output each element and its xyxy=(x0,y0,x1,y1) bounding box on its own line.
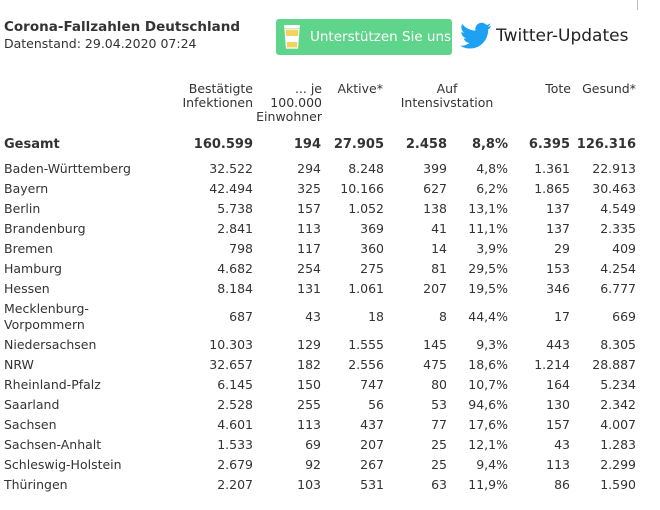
cell-intensiv-pct: 44,4% xyxy=(468,309,508,324)
cell-intensiv: 80 xyxy=(431,377,447,392)
row-name xyxy=(4,261,62,276)
cell-infektionen: 8.184 xyxy=(217,281,253,296)
cell-intensiv-pct: 18,6% xyxy=(468,357,508,372)
cell-tote: 1.214 xyxy=(534,357,570,372)
col-header-intensiv-line1: Auf xyxy=(436,81,458,96)
cell-intensiv-pct: 3,9% xyxy=(476,241,508,256)
cell-aktive: 27.905 xyxy=(333,137,384,152)
cell-intensiv: 77 xyxy=(431,417,447,432)
col-header-intensiv-line2: Intensivstation xyxy=(400,95,494,110)
cell-intensiv: 138 xyxy=(423,201,447,216)
cell-intensiv: 2.458 xyxy=(405,137,447,152)
cell-gesund: 22.913 xyxy=(592,161,636,176)
cell-je: 194 xyxy=(293,137,321,152)
cell-intensiv: 53 xyxy=(431,397,447,412)
row-name xyxy=(4,357,34,372)
cell-gesund: 6.777 xyxy=(600,281,636,296)
cell-intensiv: 81 xyxy=(431,261,447,276)
cell-tote: 113 xyxy=(546,457,570,472)
row-name-line1: Sachsen xyxy=(4,417,57,432)
col-header-je-line3: Einwohner xyxy=(256,109,322,124)
cell-aktive: 56 xyxy=(368,397,384,412)
support-button[interactable] xyxy=(276,19,452,55)
twitter-updates-label: Twitter-Updates xyxy=(496,26,629,46)
cell-gesund: 1.283 xyxy=(600,437,636,452)
cell-gesund: 4.549 xyxy=(600,201,636,216)
cell-je: 113 xyxy=(297,417,321,432)
cell-intensiv: 399 xyxy=(423,161,447,176)
cell-infektionen: 4.682 xyxy=(217,261,253,276)
cell-intensiv: 25 xyxy=(431,457,447,472)
cell-infektionen: 1.533 xyxy=(217,437,253,452)
cell-infektionen: 6.145 xyxy=(217,377,253,392)
cell-infektionen: 4.601 xyxy=(217,417,253,432)
row-name-line1: Bremen xyxy=(4,241,53,256)
cell-je: 150 xyxy=(297,377,321,392)
cell-aktive: 531 xyxy=(360,477,384,492)
cell-infektionen: 798 xyxy=(229,241,253,256)
cell-tote: 29 xyxy=(554,241,570,256)
cell-gesund: 669 xyxy=(612,309,636,324)
cell-gesund: 8.305 xyxy=(600,337,636,352)
cell-aktive: 275 xyxy=(360,261,384,276)
cell-je: 43 xyxy=(305,309,321,324)
cell-aktive: 1.061 xyxy=(348,281,384,296)
cell-gesund: 28.887 xyxy=(592,357,636,372)
cell-gesund: 5.234 xyxy=(600,377,636,392)
col-header-infektionen xyxy=(175,82,253,110)
col-header-je-einwohner xyxy=(252,82,322,124)
cell-aktive: 10.166 xyxy=(340,181,384,196)
twitter-bird-icon xyxy=(460,22,492,50)
cell-tote: 137 xyxy=(546,221,570,236)
cell-je: 255 xyxy=(297,397,321,412)
coffee-cup-icon xyxy=(282,24,302,50)
cell-infektionen: 5.738 xyxy=(217,201,253,216)
row-name: Gesamt xyxy=(4,137,60,152)
cell-tote: 164 xyxy=(546,377,570,392)
cell-je: 103 xyxy=(297,477,321,492)
cell-intensiv: 8 xyxy=(439,309,447,324)
cell-tote: 153 xyxy=(546,261,570,276)
cell-aktive: 1.052 xyxy=(348,201,384,216)
col-header-je-line2: 100.000 xyxy=(270,95,322,110)
cell-intensiv: 14 xyxy=(431,241,447,256)
cell-tote: 43 xyxy=(554,437,570,452)
cell-tote: 1.361 xyxy=(534,161,570,176)
row-name-line1: Thüringen xyxy=(4,477,68,492)
cell-gesund: 2.335 xyxy=(600,221,636,236)
cell-intensiv-pct: 13,1% xyxy=(468,201,508,216)
cell-tote: 443 xyxy=(546,337,570,352)
row-name-line1: Brandenburg xyxy=(4,221,86,236)
cell-infektionen: 2.528 xyxy=(217,397,253,412)
row-name-line1: NRW xyxy=(4,357,34,372)
cell-aktive: 18 xyxy=(368,309,384,324)
row-name xyxy=(4,437,101,452)
cell-intensiv-pct: 29,5% xyxy=(468,261,508,276)
cell-je: 157 xyxy=(297,201,321,216)
col-header-gesund: Gesund* xyxy=(582,81,636,96)
data-timestamp: Datenstand: 29.04.2020 07:24 xyxy=(4,36,197,51)
cell-tote: 130 xyxy=(546,397,570,412)
cell-je: 129 xyxy=(297,337,321,352)
cell-intensiv-pct: 11,1% xyxy=(468,221,508,236)
cell-aktive: 1.555 xyxy=(348,337,384,352)
cell-gesund: 4.007 xyxy=(600,417,636,432)
cell-tote: 6.395 xyxy=(528,137,570,152)
cell-je: 182 xyxy=(297,357,321,372)
frame-border xyxy=(637,0,638,10)
cell-infektionen: 160.599 xyxy=(193,137,253,152)
row-name-line1: Rheinland-Pfalz xyxy=(4,377,101,392)
row-name-line1: Sachsen-Anhalt xyxy=(4,437,102,452)
cell-je: 117 xyxy=(297,241,321,256)
row-name xyxy=(4,417,57,432)
col-header-aktive: Aktive* xyxy=(337,81,383,96)
cell-intensiv: 25 xyxy=(431,437,447,452)
cell-aktive: 207 xyxy=(360,437,384,452)
row-name xyxy=(4,337,96,352)
cell-intensiv-pct: 9,4% xyxy=(476,457,508,472)
cell-gesund: 2.299 xyxy=(600,457,636,472)
row-name xyxy=(4,457,122,472)
row-name-line1: Schleswig-Holstein xyxy=(4,457,122,472)
row-name-line1: Hessen xyxy=(4,281,50,296)
cell-tote: 346 xyxy=(546,281,570,296)
cell-infektionen: 10.303 xyxy=(209,337,253,352)
row-name xyxy=(4,477,68,492)
row-name xyxy=(4,281,50,296)
row-name-line1: Mecklenburg- xyxy=(4,301,89,316)
cell-gesund: 4.254 xyxy=(600,261,636,276)
cell-infektionen: 687 xyxy=(229,309,253,324)
row-name-line1: Hamburg xyxy=(4,261,62,276)
page-title: Corona-Fallzahlen Deutschland xyxy=(4,19,240,35)
col-header-tote: Tote xyxy=(545,81,571,96)
cell-infektionen: 32.657 xyxy=(209,357,253,372)
cell-infektionen: 2.679 xyxy=(217,457,253,472)
cell-intensiv: 63 xyxy=(431,477,447,492)
cell-gesund: 409 xyxy=(612,241,636,256)
cell-infektionen: 2.841 xyxy=(217,221,253,236)
cell-je: 92 xyxy=(305,457,321,472)
cell-gesund: 30.463 xyxy=(592,181,636,196)
cell-aktive: 369 xyxy=(360,221,384,236)
col-header-infektionen-line1: Bestätigte xyxy=(188,81,253,96)
cell-aktive: 360 xyxy=(360,241,384,256)
row-name xyxy=(4,161,131,176)
row-name-line1: Baden-Württemberg xyxy=(4,161,131,176)
cell-tote: 1.865 xyxy=(534,181,570,196)
cell-je: 294 xyxy=(297,161,321,176)
cell-gesund: 126.316 xyxy=(576,137,636,152)
cell-je: 69 xyxy=(305,437,321,452)
row-name-line1: Niedersachsen xyxy=(4,337,97,352)
cell-intensiv-pct: 4,8% xyxy=(476,161,508,176)
twitter-updates-link[interactable] xyxy=(460,22,628,50)
cell-tote: 86 xyxy=(554,477,570,492)
cell-infektionen: 42.494 xyxy=(209,181,253,196)
cell-aktive: 267 xyxy=(360,457,384,472)
cell-intensiv-pct: 8,8% xyxy=(471,137,508,152)
col-header-intensiv xyxy=(392,82,502,110)
cell-tote: 17 xyxy=(554,309,570,324)
row-name xyxy=(4,181,48,196)
cell-aktive: 2.556 xyxy=(348,357,384,372)
cell-infektionen: 32.522 xyxy=(209,161,253,176)
cell-je: 113 xyxy=(297,221,321,236)
cell-intensiv-pct: 94,6% xyxy=(468,397,508,412)
col-header-infektionen-line2: Infektionen xyxy=(182,95,253,110)
cell-aktive: 747 xyxy=(360,377,384,392)
cell-intensiv: 475 xyxy=(423,357,447,372)
cell-gesund: 2.342 xyxy=(600,397,636,412)
cell-tote: 157 xyxy=(546,417,570,432)
col-header-je-line1: ... je xyxy=(294,81,322,96)
row-name-line2: Vorpommern xyxy=(4,317,85,332)
row-name xyxy=(4,377,101,392)
cell-tote: 137 xyxy=(546,201,570,216)
cell-intensiv-pct: 11,9% xyxy=(468,477,508,492)
row-name-line1: Bayern xyxy=(4,181,49,196)
row-name xyxy=(4,221,86,236)
cell-intensiv-pct: 17,6% xyxy=(468,417,508,432)
cell-intensiv-pct: 9,3% xyxy=(476,337,508,352)
row-name xyxy=(4,241,53,256)
row-name xyxy=(4,301,89,333)
cell-aktive: 8.248 xyxy=(348,161,384,176)
row-name-line1: Saarland xyxy=(4,397,60,412)
cell-aktive: 437 xyxy=(360,417,384,432)
cell-intensiv-pct: 19,5% xyxy=(468,281,508,296)
row-name xyxy=(4,397,59,412)
cell-intensiv: 627 xyxy=(423,181,447,196)
cell-je: 325 xyxy=(297,181,321,196)
cell-infektionen: 2.207 xyxy=(217,477,253,492)
row-name-line1: Berlin xyxy=(4,201,41,216)
cell-je: 254 xyxy=(297,261,321,276)
cell-intensiv-pct: 10,7% xyxy=(468,377,508,392)
cell-gesund: 1.590 xyxy=(600,477,636,492)
cell-intensiv-pct: 12,1% xyxy=(468,437,508,452)
cell-intensiv-pct: 6,2% xyxy=(476,181,508,196)
cell-intensiv: 41 xyxy=(431,221,447,236)
support-button-label: Unterstützen Sie uns xyxy=(310,29,452,45)
cell-intensiv: 145 xyxy=(423,337,447,352)
cell-je: 131 xyxy=(297,281,321,296)
cell-intensiv: 207 xyxy=(423,281,447,296)
row-name xyxy=(4,201,40,216)
